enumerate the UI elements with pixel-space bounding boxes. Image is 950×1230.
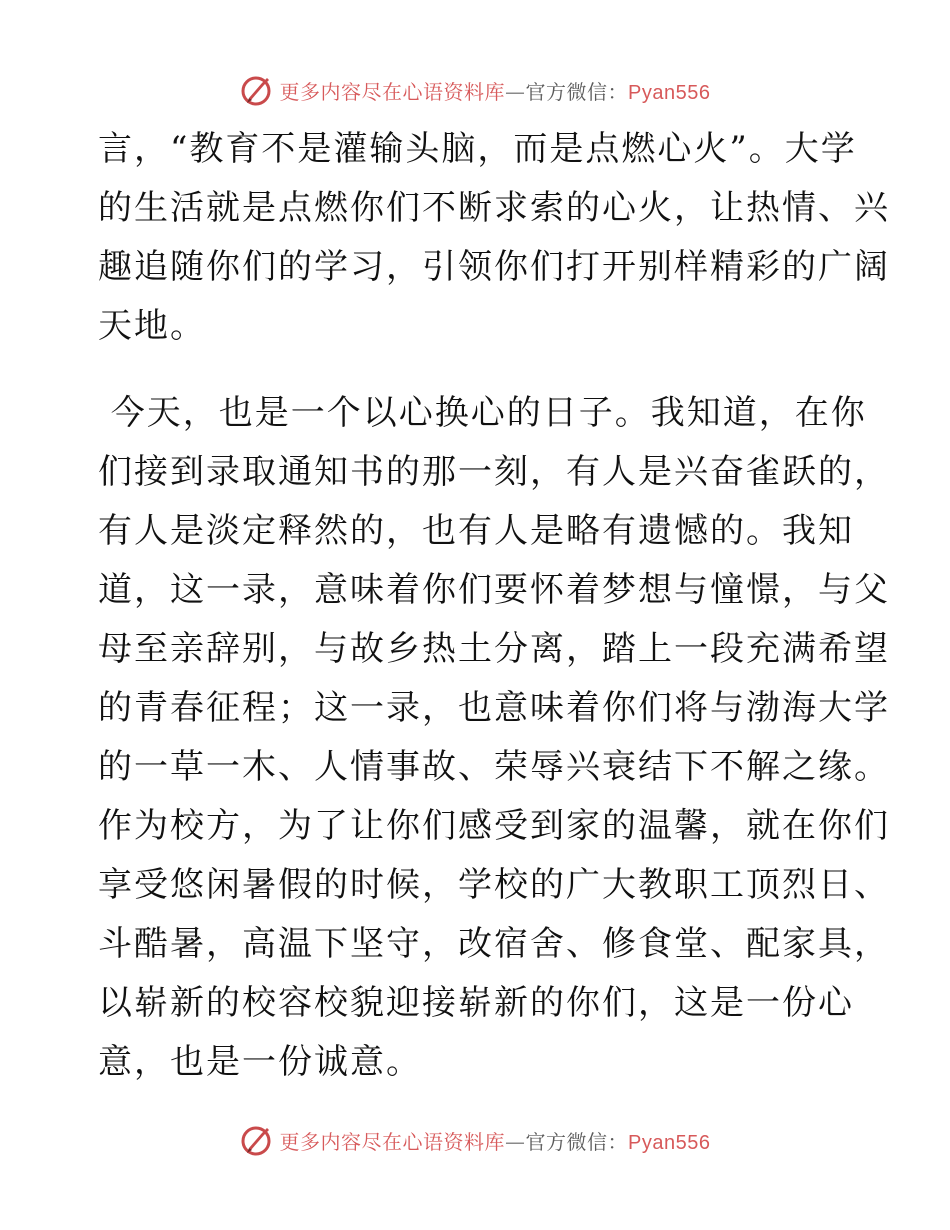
text-line: 趣追随你们的学习，引领你们打开别样精彩的广阔	[98, 247, 890, 287]
pen-logo-icon	[240, 73, 274, 107]
text-line: 作为校方，为了让你们感受到家的温馨，就在你们	[98, 806, 890, 846]
text-line: 以崭新的校容校貌迎接崭新的你们，这是一份心	[98, 983, 854, 1023]
footer-banner-text	[280, 1126, 711, 1155]
footer-separator: —	[505, 1129, 526, 1154]
text-line: 母至亲辞别，与故乡热土分离，踏上一段充满希望	[98, 629, 890, 669]
text-line: 们接到录取通知书的那一刻，有人是兴奋雀跃的，	[98, 452, 890, 492]
header-banner	[0, 70, 950, 110]
header-wechat-label: 官方微信：	[525, 79, 629, 104]
header-banner-inner	[240, 73, 711, 107]
header-site-text: 更多内容尽在心语资料库	[279, 79, 506, 104]
text-line: 的生活就是点燃你们不断求索的心火，让热情、兴	[98, 188, 890, 228]
text-line: 斗酷暑，高温下坚守，改宿舍、修食堂、配家具，	[98, 924, 890, 964]
header-banner-text	[280, 76, 711, 105]
footer-banner	[0, 1120, 950, 1160]
text-line: 道，这一录，意味着你们要怀着梦想与憧憬，与父	[98, 570, 890, 610]
pen-logo-icon	[240, 1123, 274, 1157]
document-body	[98, 120, 890, 1092]
text-line: 意，也是一份诚意。	[98, 1042, 422, 1082]
footer-site-text: 更多内容尽在心语资料库	[279, 1129, 506, 1154]
header-separator: —	[505, 79, 526, 104]
footer-banner-inner	[240, 1123, 711, 1157]
paragraph-2	[98, 384, 890, 1092]
text-line: 的青春征程；这一录，也意味着你们将与渤海大学	[98, 688, 890, 728]
text-line: 天地。	[98, 306, 206, 346]
footer-wechat-label: 官方微信：	[525, 1129, 629, 1154]
header-wechat-handle: Pyan556	[628, 81, 711, 104]
text-line: 的一草一木、人情事故、荣辱兴衰结下不解之缘。	[98, 747, 890, 787]
text-line: 享受悠闲暑假的时候，学校的广大教职工顶烈日、	[98, 865, 890, 905]
paragraph-1	[98, 120, 890, 356]
footer-wechat-handle: Pyan556	[628, 1131, 711, 1154]
text-line: 今天，也是一个以心换心的日子。我知道，在你	[98, 393, 867, 433]
text-line: 有人是淡定释然的，也有人是略有遗憾的。我知	[98, 511, 854, 551]
text-line: 言，“教育不是灌输头脑，而是点燃心火”。大学	[98, 129, 857, 169]
